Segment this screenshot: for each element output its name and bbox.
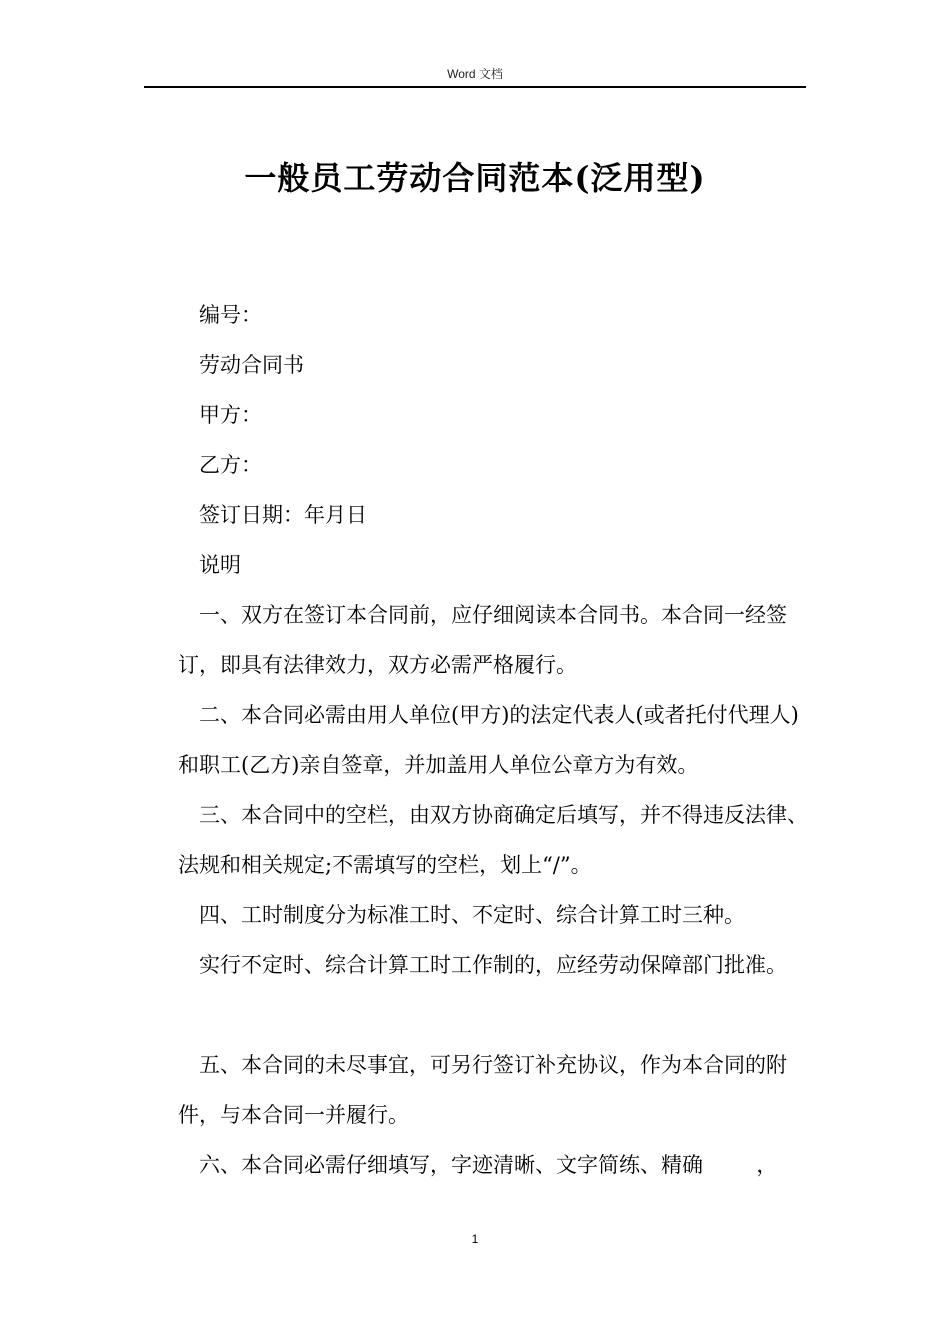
- instruction-item-6: 六、本合同必需仔细填写，字迹清晰、文字简练、精确 ，: [199, 1153, 778, 1177]
- header-divider: [144, 86, 806, 88]
- contract-name-line: 劳动合同书: [199, 353, 304, 377]
- party-a-line: 甲方：: [199, 403, 262, 427]
- serial-number-line: 编号：: [199, 303, 262, 327]
- document-title: 一般员工劳动合同范本(泛用型): [244, 159, 706, 197]
- instruction-item-5: 五、本合同的未尽事宜，可另行签订补充协议，作为本合同的附件，与本合同一并履行。: [178, 1053, 787, 1127]
- instruction-item-4: 四、工时制度分为标准工时、不定时、综合计算工时三种。: [199, 903, 745, 927]
- instruction-item-3: 三、本合同中的空栏，由双方协商确定后填写，并不得违反法律、法规和相关规定;不需填写的空栏，划上“/”。: [178, 803, 808, 877]
- instruction-item-2: 二、本合同必需由用人单位(甲方)的法定代表人(或者托付代理人)和职工(乙方)亲自签章，并加盖用人单位公章方为有效。: [178, 703, 799, 777]
- page-number: 1: [471, 1232, 479, 1246]
- instructions-heading: 说明: [199, 553, 241, 577]
- instruction-item-4-continued: 实行不定时、综合计算工时工作制的，应经劳动保障部门批准。: [199, 953, 787, 977]
- document-body: [178, 290, 818, 1190]
- paragraph-spacer: [178, 990, 818, 1040]
- signing-date-line: 签订日期：年月日: [199, 503, 367, 527]
- instruction-item-1: 一、双方在签订本合同前，应仔细阅读本合同书。本合同一经签订，即具有法律效力，双方必需严格履行。: [178, 603, 787, 677]
- party-b-line: 乙方：: [199, 453, 262, 477]
- page-header: Word 文档: [447, 67, 503, 81]
